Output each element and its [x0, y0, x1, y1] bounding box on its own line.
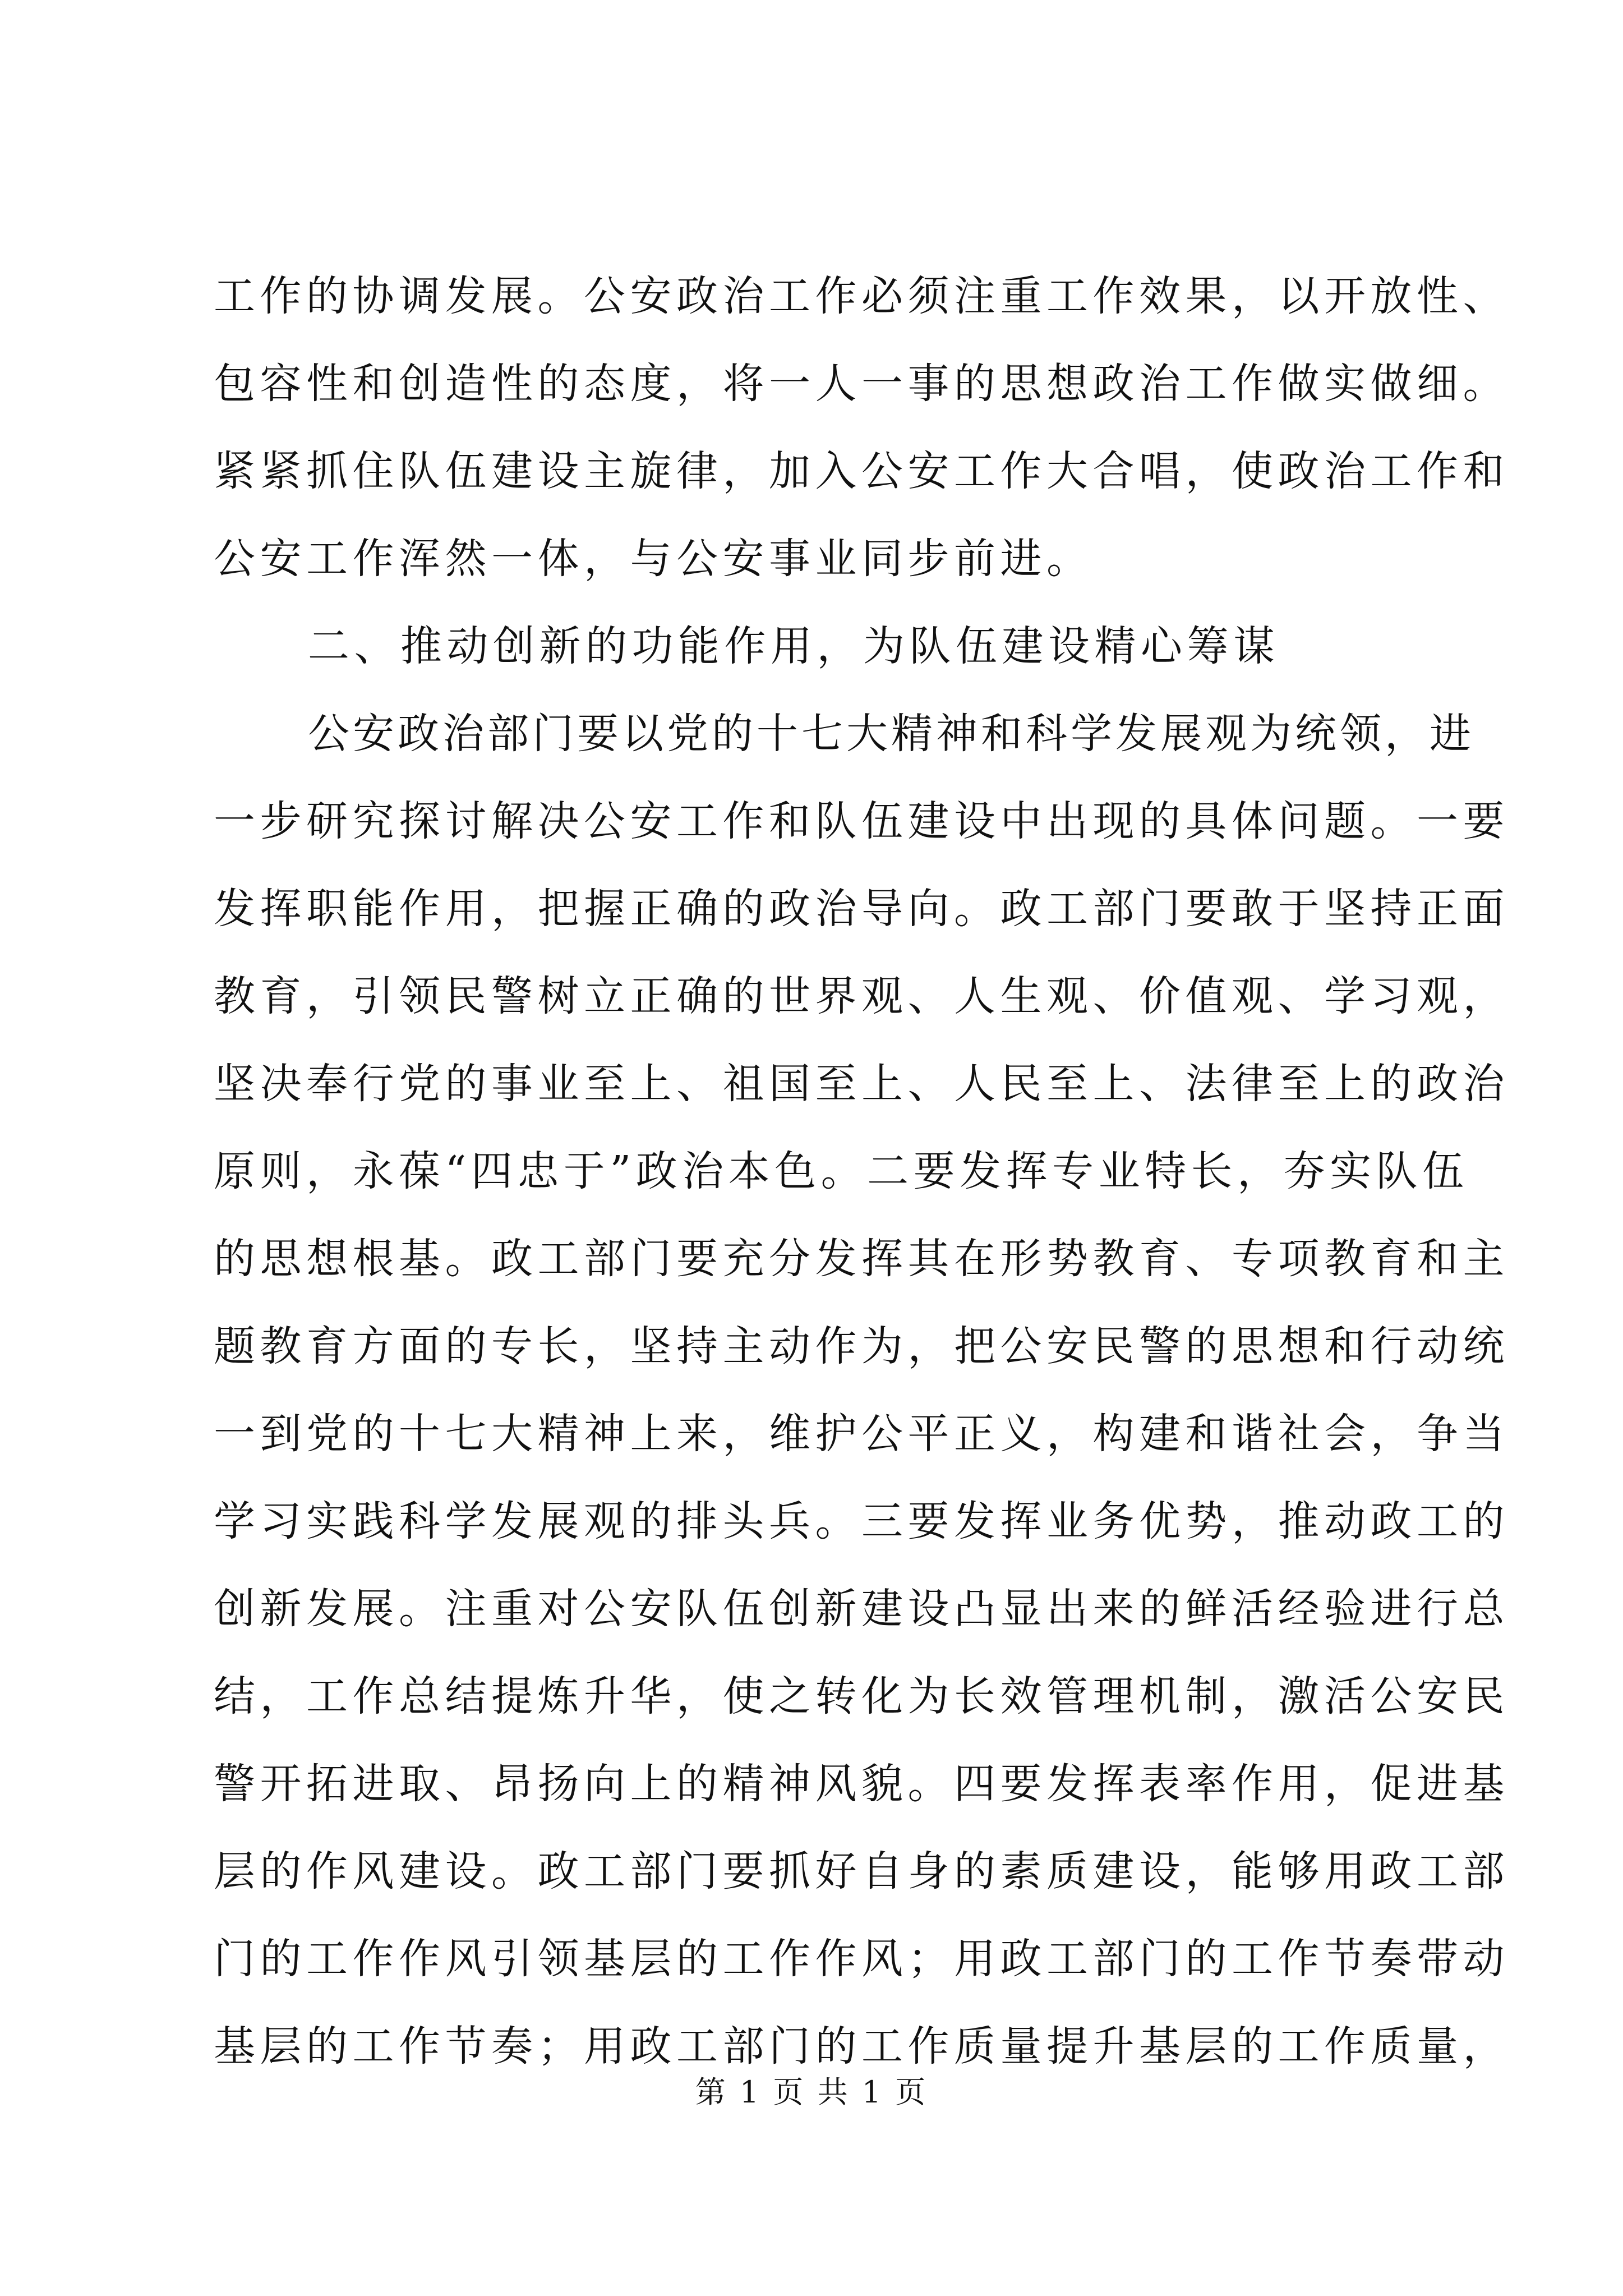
paragraph-line: 坚决奉行党的事业至上、祖国至上、人民至上、法律至上的政治 [214, 1060, 1509, 1108]
paragraph-line: 公安政治部门要以党的十七大精神和科学发展观为统领，进 [308, 710, 1474, 758]
paragraph-line: 发挥职能作用，把握正确的政治导向。政工部门要敢于坚持正面 [214, 885, 1509, 933]
paragraph-line: 教育，引领民警树立正确的世界观、人生观、价值观、学习观， [214, 972, 1509, 1020]
paragraph-line: 的思想根基。政工部门要充分发挥其在形势教育、专项教育和主 [214, 1235, 1509, 1283]
paragraph-line: 学习实践科学发展观的排头兵。三要发挥业务优势，推动政工的 [214, 1497, 1509, 1545]
paragraph-line: 工作的协调发展。公安政治工作必须注重工作效果，以开放性、 [214, 272, 1509, 320]
paragraph-line: 基层的工作节奏；用政工部门的工作质量提升基层的工作质量， [214, 2022, 1509, 2070]
paragraph-line: 公安工作浑然一体，与公安事业同步前进。 [214, 535, 1093, 583]
paragraph-line: 门的工作作风引领基层的工作作风；用政工部门的工作节奏带动 [214, 1935, 1509, 1983]
section-heading: 二、推动创新的功能作用，为队伍建设精心筹谋 [308, 622, 1280, 670]
paragraph-line: 结，工作总结提炼升华，使之转化为长效管理机制，激活公安民 [214, 1672, 1509, 1720]
paragraph-line: 创新发展。注重对公安队伍创新建设凸显出来的鲜活经验进行总 [214, 1585, 1509, 1633]
paragraph-line: 一到党的十七大精神上来，维护公平正义，构建和谐社会，争当 [214, 1410, 1509, 1458]
document-body [214, 252, 1509, 2090]
paragraph-line: 原则，永葆“四忠于”政治本色。二要发挥专业特长，夯实队伍 [214, 1147, 1469, 1195]
paragraph-line: 层的作风建设。政工部门要抓好自身的素质建设，能够用政工部 [214, 1847, 1509, 1895]
paragraph-line: 警开拓进取、昂扬向上的精神风貌。四要发挥表率作用，促进基 [214, 1760, 1509, 1808]
page-number-label: 第 1 页 共 1 页 [695, 2074, 928, 2110]
paragraph-line: 一步研究探讨解决公安工作和队伍建设中出现的具体问题。一要 [214, 797, 1509, 845]
paragraph-line: 包容性和创造性的态度，将一人一事的思想政治工作做实做细。 [214, 360, 1509, 408]
paragraph-line: 紧紧抓住队伍建设主旋律，加入公安工作大合唱，使政治工作和 [214, 447, 1509, 495]
paragraph-line: 题教育方面的专长，坚持主动作为，把公安民警的思想和行动统 [214, 1322, 1509, 1370]
page-footer [0, 2070, 1623, 2115]
